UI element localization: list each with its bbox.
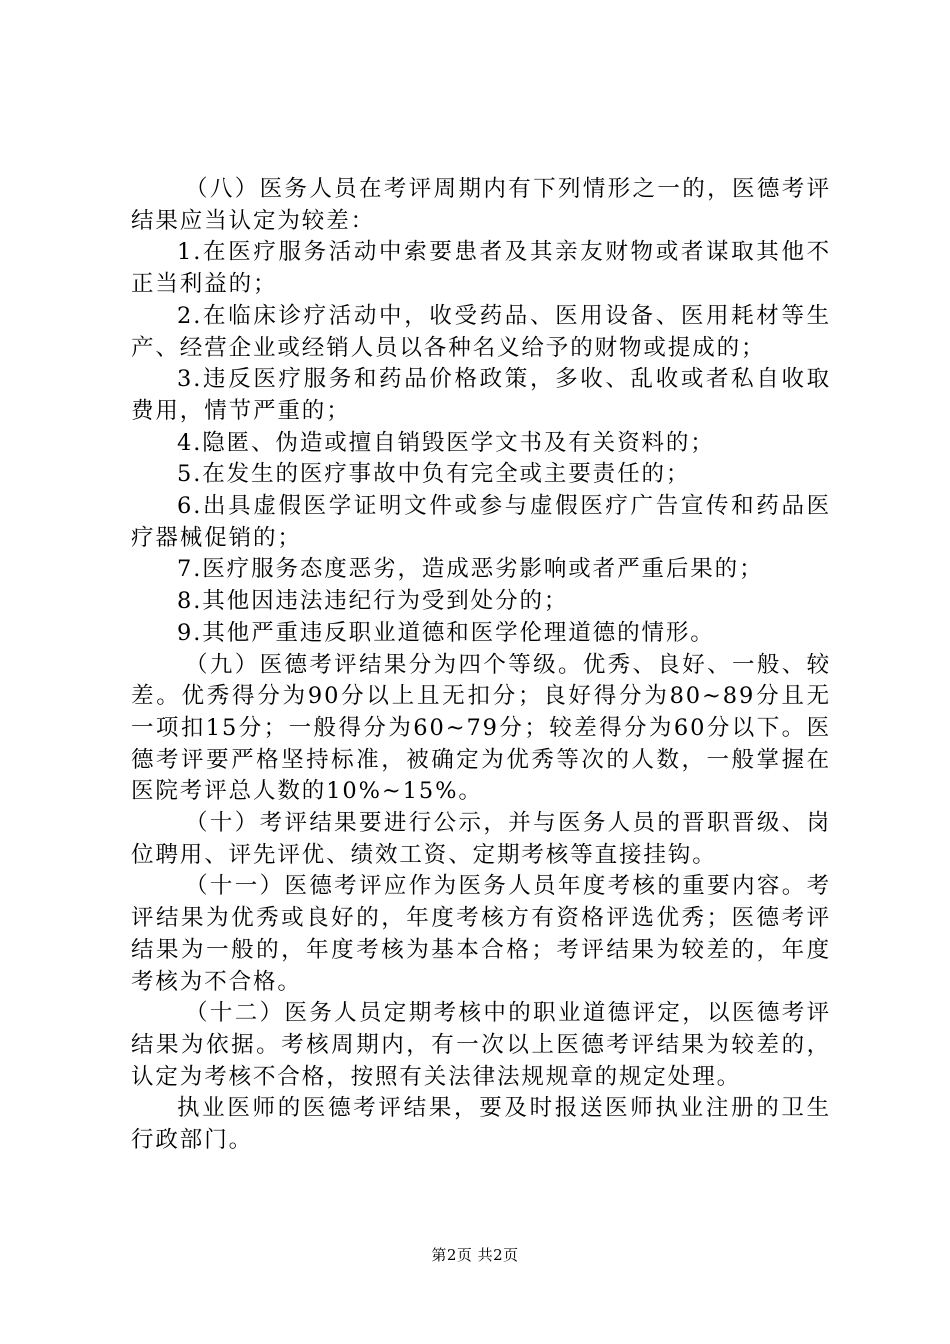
paragraph-section-11: （十一）医德考评应作为医务人员年度考核的重要内容。考评结果为优秀或良好的，年度考核方有资格评选优秀；医德考评结果为一般的，年度考核为基本合格；考评结果为较差的，年度考核为不合格。 [131, 873, 831, 995]
paragraph-section-8: （八）医务人员在考评周期内有下列情形之一的，医德考评结果应当认定为较差： [131, 176, 831, 234]
list-item-4: 4.隐匿、伪造或擅自销毁医学文书及有关资料的； [177, 429, 715, 456]
list-item-9: 9.其他严重违反职业道德和医学伦理道德的情形。 [177, 619, 715, 646]
paragraph-closing: 执业医师的医德考评结果，要及时报送医师执业注册的卫生行政部门。 [131, 1095, 831, 1154]
list-item-7: 7.医疗服务态度恶劣，造成恶劣影响或者严重后果的； [177, 556, 764, 583]
list-item-2: 2.在临床诊疗活动中，收受药品、医用设备、医用耗材等生产、经营企业或经销人员以各种名义给予的财物或提成的； [131, 302, 831, 361]
document-body [131, 174, 831, 1157]
page-number-footer: 第2页 共2页 [431, 1246, 519, 1264]
paragraph-section-9: （九）医德考评结果分为四个等级。优秀、良好、一般、较差。优秀得分为90分以上且无扣分；良好得分为80~89分且无一项扣15分；一般得分为60~79分；较差得分为60分以下。医德考评要严格坚持标准，被确定为优秀等次的人数，一般掌握在医院考评总人数的10%~15%。 [131, 651, 831, 805]
paragraph-section-12: （十二）医务人员定期考核中的职业道德评定，以医德考评结果为依据。考核周期内，有一次以上医德考评结果为较差的，认定为考核不合格，按照有关法律法规规章的规定处理。 [131, 1000, 831, 1090]
list-item-5: 5.在发生的医疗事故中负有完全或主要责任的； [177, 461, 691, 488]
list-item-8: 8.其他因违法违纪行为受到处分的； [177, 588, 569, 615]
paragraph-section-10: （十）考评结果要进行公示，并与医务人员的晋职晋级、岗位聘用、评先评优、绩效工资、定期考核等直接挂钩。 [131, 810, 831, 868]
list-item-1: 1.在医疗服务活动中索要患者及其亲友财物或者谋取其他不正当利益的； [131, 239, 831, 298]
list-item-6: 6.出具虚假医学证明文件或参与虚假医疗广告宣传和药品医疗器械促销的； [131, 493, 831, 551]
list-item-3: 3.违反医疗服务和药品价格政策，多收、乱收或者私自收取费用，情节严重的； [131, 366, 831, 424]
